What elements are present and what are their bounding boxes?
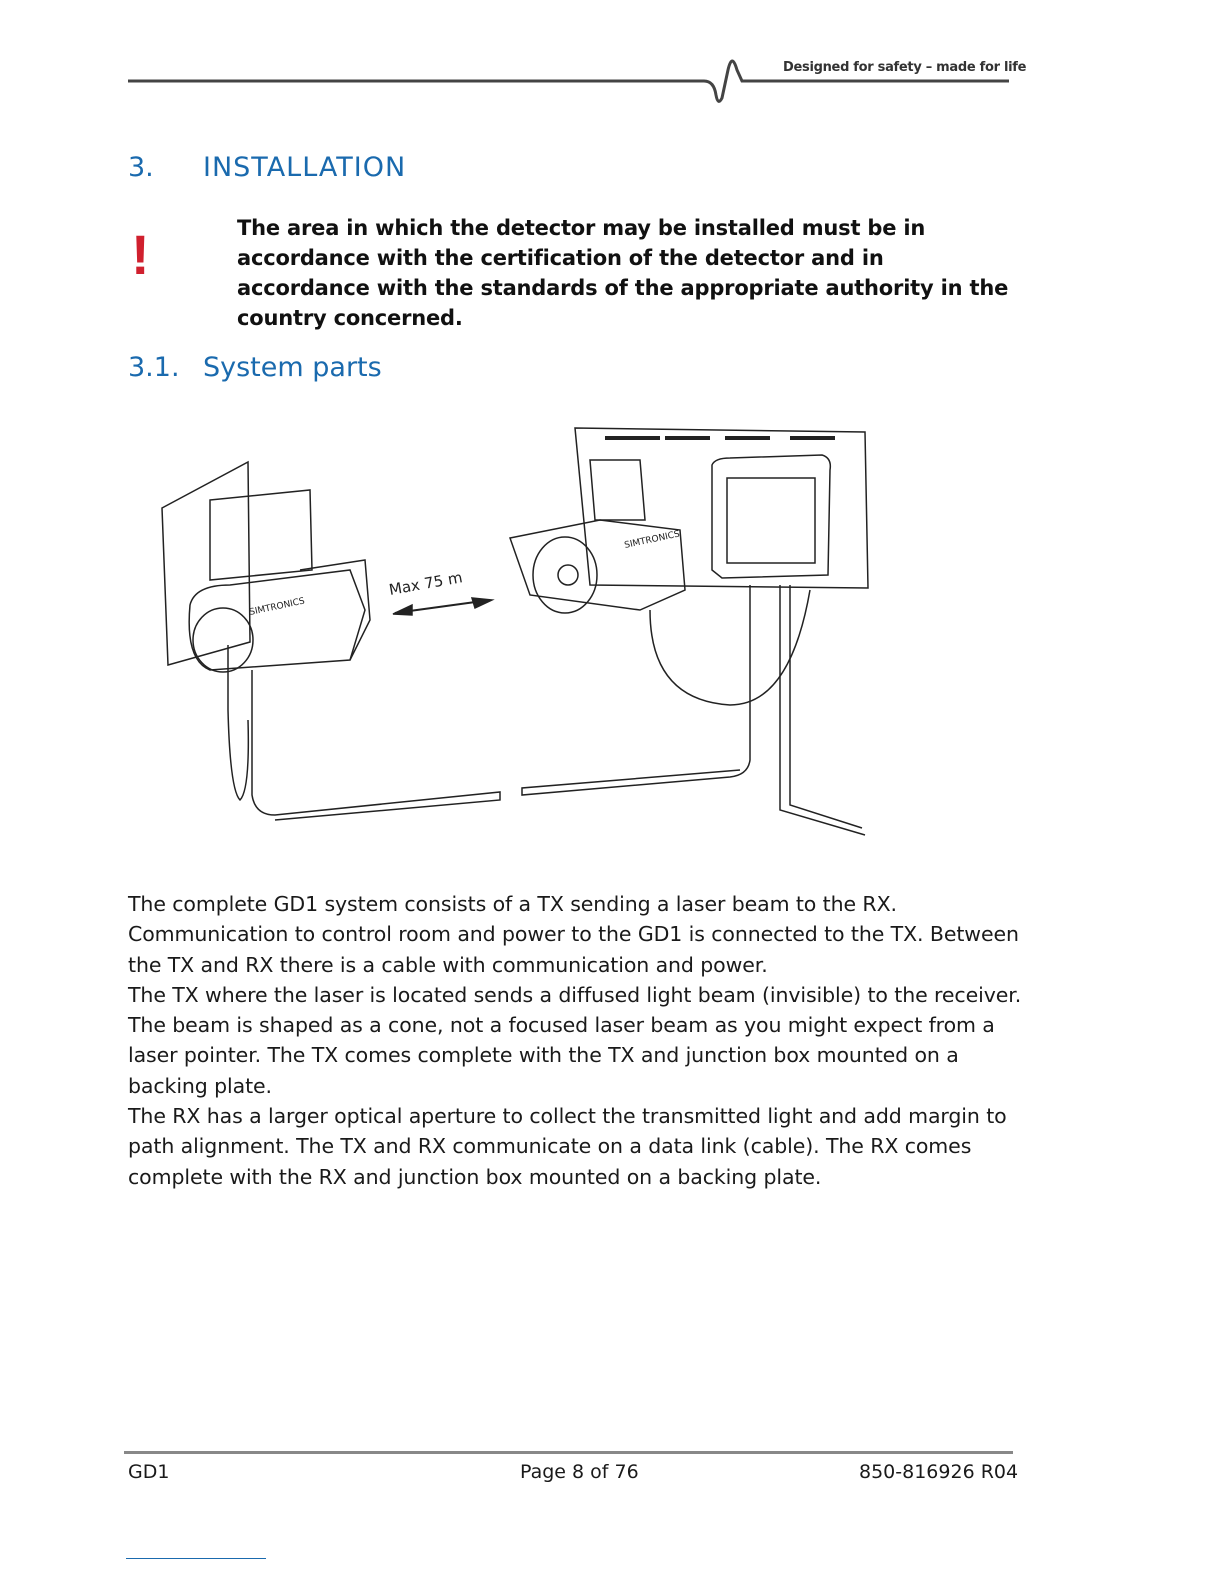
header-rule-logo [0, 0, 1224, 120]
distance-label: Max 75 m [387, 568, 464, 599]
footer-product: GD1 [128, 1461, 170, 1483]
subsection-title: System parts [203, 352, 382, 383]
rx-unit-drawing [162, 462, 500, 820]
tx-unit-drawing [510, 428, 868, 835]
section-number: 3. [128, 152, 154, 183]
body-text [128, 889, 1028, 1192]
footer-doc-number: 850-816926 R04 [859, 1461, 1019, 1483]
paragraph: The RX has a larger optical aperture to collect the transmitted light and add margin to path alignment. The TX and RX communicate on a data link (cable). The RX comes complete with the RX and junction box mounted on a backing plate. [128, 1104, 1007, 1189]
footnote-rule [126, 1558, 266, 1559]
distance-arrow [388, 568, 492, 615]
footer-rule [124, 1451, 1013, 1454]
tx-brand-label: SIMTRONICS [623, 529, 681, 551]
warning-text: The area in which the detector may be installed must be in accordance with the certification of the detector and in accordance with the standards of the appropriate authority in the country concerned. [237, 216, 1009, 330]
system-parts-figure [150, 420, 880, 850]
paragraph: The complete GD1 system consists of a TX sending a laser beam to the RX. Communication to control room and power to the GD1 is connected to the TX. Between the TX and RX there is a cable with communication and power. [128, 892, 1019, 977]
section-title: INSTALLATION [203, 152, 407, 183]
rx-brand-label: SIMTRONICS [248, 596, 306, 618]
footer-page-number: Page 8 of 76 [520, 1461, 639, 1483]
subsection-number: 3.1. [128, 352, 180, 383]
exclamation-icon: ! [131, 223, 150, 286]
paragraph: The TX where the laser is located sends a diffused light beam (invisible) to the receiver. The beam is shaped as a cone, not a focused laser beam as you might expect from a laser pointer. The TX comes complete with the TX and junction box mounted on a backing plate. [128, 982, 1022, 1098]
header-tagline: Designed for safety – made for life [783, 60, 1027, 75]
